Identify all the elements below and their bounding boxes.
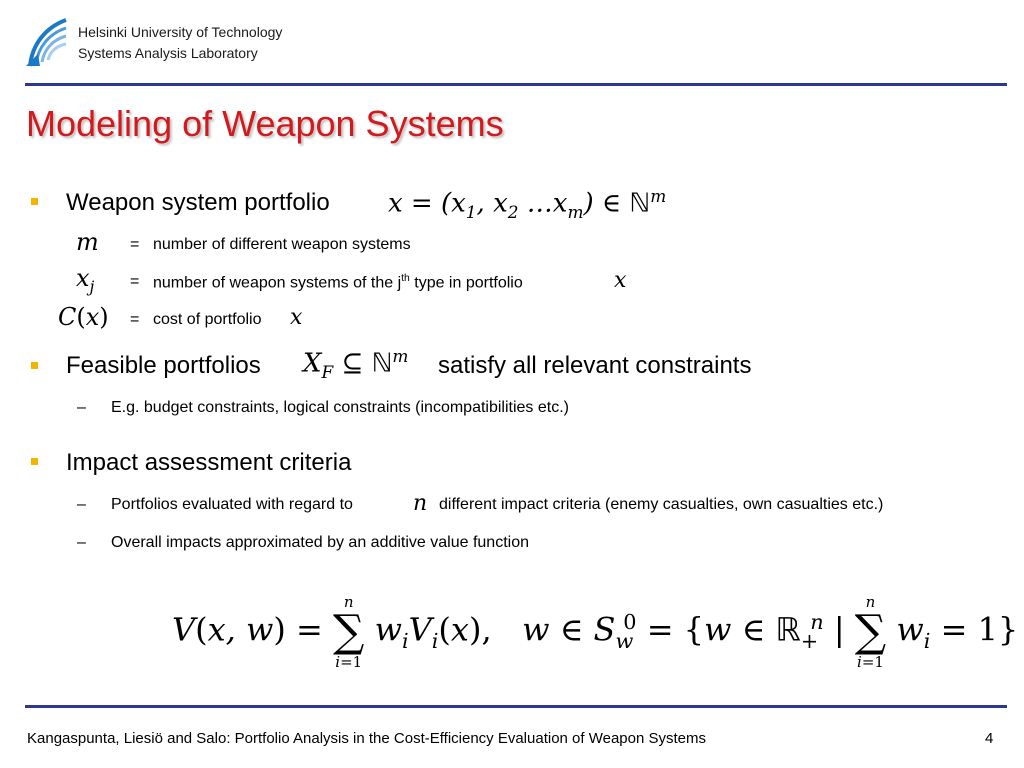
slide-title: Modeling of Weapon Systems: [26, 103, 504, 144]
sub-bullet-criteria-tail: different impact criteria (enemy casualties, own casualties etc.): [439, 496, 884, 513]
equals-sign: =: [130, 273, 140, 290]
definition-m: number of different weapon systems: [153, 236, 411, 253]
bullet-feasible-tail: satisfy all relevant constraints: [438, 352, 752, 379]
feasible-set-formula: $X_F$ ⊆ ℕ$^m$: [303, 346, 409, 382]
institution-name: Helsinki University of Technology: [78, 24, 283, 40]
symbol-cost: C(x): [58, 303, 109, 331]
sub-bullet-constraints: E.g. budget constraints, logical constraints (incompatibilities etc.): [111, 399, 569, 416]
page-number: 4: [985, 730, 994, 747]
definition-cost: cost of portfolio: [153, 311, 262, 328]
bullet-feasible-portfolios: Feasible portfolios: [66, 352, 261, 379]
bullet-marker: [31, 362, 38, 369]
dash-marker: –: [77, 399, 86, 416]
sub-bullet-portfolios-evaluated: Portfolios evaluated with regard to: [111, 496, 353, 513]
equals-sign: =: [130, 236, 140, 253]
symbol-x: x: [614, 268, 627, 293]
bullet-impact-criteria: Impact assessment criteria: [66, 449, 352, 476]
bullet-weapon-portfolio: Weapon system portfolio: [66, 189, 330, 216]
footer-divider: [25, 705, 1007, 708]
header-divider: [25, 83, 1007, 86]
university-logo-icon: [24, 16, 70, 68]
laboratory-name: Systems Analysis Laboratory: [78, 45, 258, 61]
portfolio-formula: $x = (x_1$, $x_2$ $\dots x_m$) ∈ ℕ$^m$: [388, 186, 667, 222]
symbol-m: m: [76, 228, 99, 256]
footer-citation: Kangaspunta, Liesiö and Salo: Portfolio Analysis in the Cost-Efficiency Evaluation of Weapon Systems: [27, 730, 706, 747]
value-function-formula: V(x, w) = n ∑ i=1 $w_iV_i(x)$, w ∈ $S_w^0 = \{w$ ∈ ℝ$_+^n$ | n ∑ i=1 $w_i = 1$}: [172, 593, 1019, 672]
symbol-x: x: [290, 305, 303, 330]
equals-sign: =: [130, 311, 140, 328]
dash-marker: –: [77, 534, 86, 551]
sub-bullet-additive-value: Overall impacts approximated by an additive value function: [111, 534, 529, 551]
symbol-xj: $x_j$: [76, 264, 95, 296]
bullet-marker: [31, 458, 38, 465]
dash-marker: –: [77, 496, 86, 513]
definition-xj: number of weapon systems of the $j^{th}$ type in portfolio: [153, 273, 523, 292]
bullet-marker: [31, 198, 38, 205]
symbol-n: n: [413, 491, 428, 516]
